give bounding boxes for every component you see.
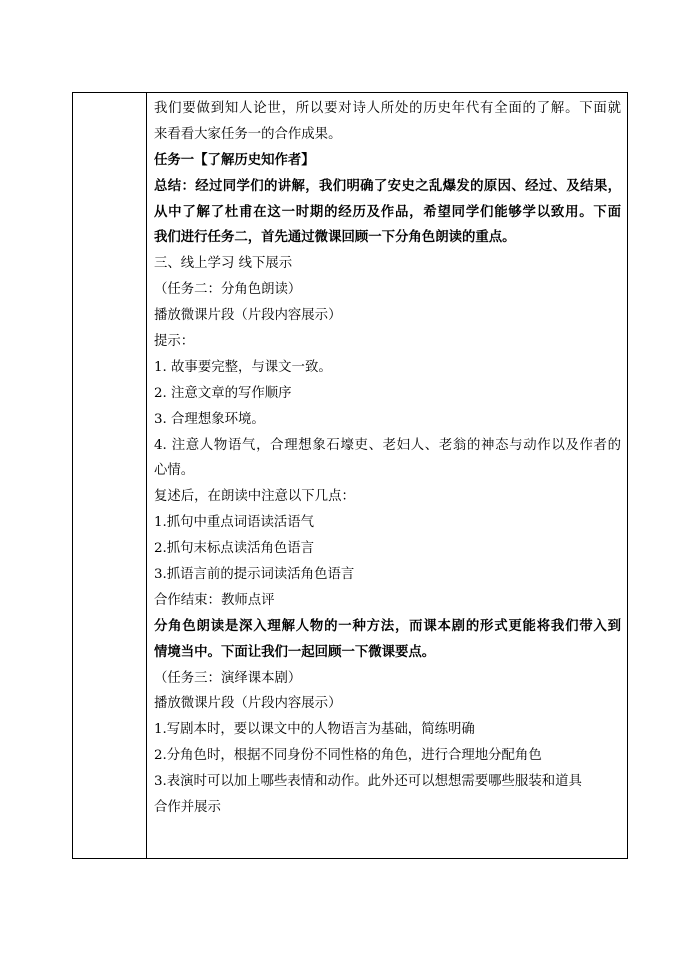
left-empty-cell — [73, 93, 147, 858]
lesson-table — [72, 92, 628, 859]
text-line: 播放微课片段（片段内容展示） — [154, 308, 342, 324]
text-line: 1.写剧本时，要以课文中的人物语言为基础，简练明确 — [154, 722, 475, 738]
text-line: 播放微课片段（片段内容展示） — [154, 696, 342, 712]
text-line: 2.分角色时，根据不同身份不同性格的角色，进行合理地分配角色 — [154, 748, 542, 764]
text-line: （任务三：演绎课本剧） — [154, 670, 302, 686]
text-line: 从中了解了杜甫在这一时期的经历及作品，希望同学们能够学以致用。下面 — [154, 203, 621, 220]
text-line: 4. 注意人物语气，合理想象石壕吏、老妇人、老翁的神态与动作以及作者的 — [154, 437, 621, 453]
text-line: 提示： — [154, 334, 195, 350]
text-line: 情境当中。下面让我们一起回顾一下微课要点。 — [154, 643, 436, 660]
text-line: 3.表演时可以加上哪些表情和动作。此外还可以想想需要哪些服装和道具 — [154, 774, 582, 790]
text-line: 1.抓句中重点词语读活语气 — [154, 515, 315, 531]
text-line: 来看看大家任务一的合作成果。 — [154, 126, 342, 142]
text-line: 我们要做到知人论世，所以要对诗人所处的历史年代有全面的了解。下面就 — [154, 101, 621, 116]
text-line: （任务二：分角色朗读） — [154, 282, 302, 298]
text-line: 合作并展示 — [154, 800, 221, 816]
text-line: 任务一【了解历史知作者】 — [154, 151, 315, 168]
text-line: 复述后，在朗读中注意以下几点： — [154, 489, 355, 505]
text-line: 我们进行任务二，首先通过微课回顾一下分角色朗读的重点。 — [154, 229, 516, 246]
text-line: 合作结束：教师点评 — [154, 592, 275, 608]
text-line: 3.抓语言前的提示词读活角色语言 — [154, 567, 355, 583]
lesson-content-cell — [148, 93, 627, 858]
text-line: 1. 故事要完整，与课文一致。 — [154, 359, 332, 375]
text-line: 2.抓句末标点读活角色语言 — [154, 541, 315, 557]
text-line: 分角色朗读是深入理解人物的一种方法，而课本剧的形式更能将我们带入到 — [154, 617, 621, 634]
text-line: 总结：经过同学们的讲解，我们明确了安史之乱爆发的原因、经过、及结果， — [154, 177, 621, 194]
text-line: 2. 注意文章的写作顺序 — [154, 385, 292, 401]
text-line: 3. 合理想象环境。 — [154, 411, 265, 427]
text-line: 心情。 — [154, 463, 195, 479]
text-line: 三、线上学习 线下展示 — [154, 256, 293, 272]
